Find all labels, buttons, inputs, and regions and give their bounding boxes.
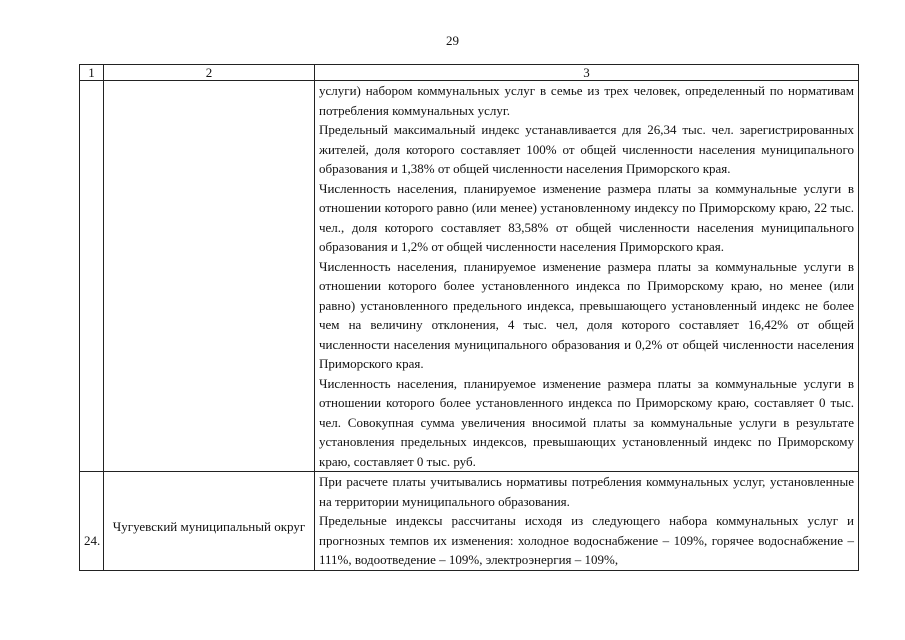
paragraph: Предельные индексы рассчитаны исходя из следующего набора коммунальных услуг и прогнозных темпов их изменения: холодное водоснабжение – 109%, горячее водоснабжение – 111%, водоотведение – 109%, электроэнергия – 109%, [319,513,854,567]
paragraph: Предельный максимальный индекс устанавливается для 26,34 тыс. чел. зарегистрированных жителей, доля которого составляет 100% от общей численности населения муниципального образования и 1,38% от общей численности населения Приморского края. [319,122,854,176]
table-row [80,472,859,571]
paragraph: При расчете платы учитывались нормативы потребления коммунальных услуг, установленные на территории муниципального образования. [319,474,854,509]
header-col-3: 3 [315,65,859,81]
header-col-1: 1 [80,65,104,81]
paragraph: услуги) набором коммунальных услуг в семье из трех человек, определенный по нормативам потребления коммунальных услуг. [319,83,854,118]
table-row [80,81,859,472]
header-col-2: 2 [104,65,315,81]
row-content-cell [315,81,859,472]
document-table [79,64,859,571]
table-header-row [80,65,859,81]
paragraph: Численность населения, планируемое изменение размера платы за коммунальные услуги в отношении которого равно (или менее) установленному индексу по Приморскому краю, 22 тыс. чел., доля которого составляет 83,58% от общей численности населения муниципального образования и 1,2% от общей численности населения Приморского края. [319,180,854,254]
row-content-cell [315,472,859,571]
row-number-cell [80,81,104,472]
page-number: 29 [446,33,459,48]
row-name-cell [104,81,315,472]
paragraph: Численность населения, планируемое изменение размера платы за коммунальные услуги в отношении которого более установленного индекса по Приморскому краю, составляет 0 тыс. чел. Совокупная сумма увеличения вносимой платы за коммунальные услуги в результате установления предельных индексов, превышающих установленный индекс по Приморскому краю, составляет 0 тыс. руб. [319,375,854,469]
row-name-cell: Чугуевский муниципальный округ [104,472,315,571]
paragraph: Численность населения, планируемое изменение размера платы за коммунальные услуги в отношении которого более установленного индекса по Приморскому краю, но менее (или равно) установленного предельного индекса, превышающего установленный индекс не более чем на величину отклонения, 4 тыс. чел, доля которого составляет 16,42% от общей численности населения муниципального образования и 0,2% от общей численности населения Приморского края. [319,258,854,371]
row-number-cell: 24. [80,472,104,571]
